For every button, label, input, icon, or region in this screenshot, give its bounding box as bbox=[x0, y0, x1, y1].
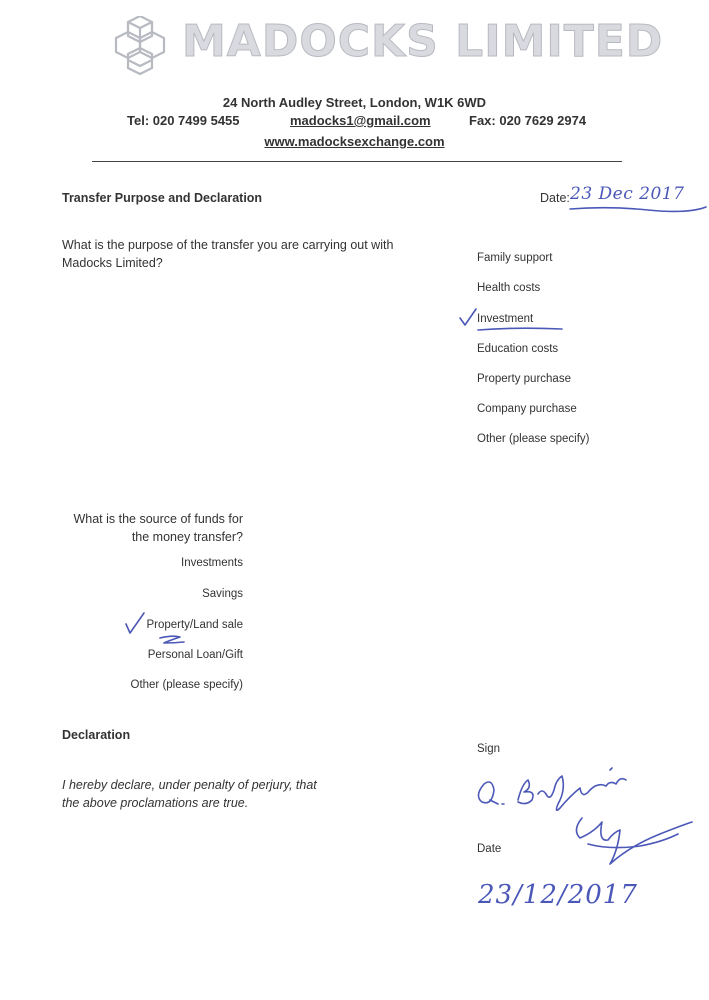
company-address: 24 North Audley Street, London, W1K 6WD bbox=[222, 95, 487, 110]
purpose-option-health-costs[interactable]: Health costs bbox=[477, 282, 541, 294]
source-option-personal-loan-gift[interactable]: Personal Loan/Gift bbox=[147, 649, 243, 661]
checkmark-icon bbox=[458, 308, 478, 328]
investment-underline-stroke bbox=[476, 326, 566, 334]
source-option-investments[interactable]: Investments bbox=[181, 557, 243, 569]
company-phone: Tel: 020 7499 5455 bbox=[127, 113, 240, 128]
date-label: Date: bbox=[540, 191, 570, 205]
section-title: Transfer Purpose and Declaration bbox=[62, 191, 263, 205]
handwritten-declaration-date[interactable]: 23/12/2017 bbox=[478, 880, 638, 910]
declaration-title: Declaration bbox=[62, 728, 131, 742]
date-underline-stroke bbox=[568, 204, 708, 214]
signature-scribble-icon[interactable] bbox=[470, 760, 700, 880]
source-option-property-land-sale[interactable]: Property/Land sale bbox=[146, 619, 243, 631]
header-divider bbox=[92, 161, 622, 162]
source-option-savings[interactable]: Savings bbox=[202, 588, 243, 600]
company-fax: Fax: 020 7629 2974 bbox=[469, 113, 587, 128]
purpose-option-company-purchase[interactable]: Company purchase bbox=[477, 403, 577, 415]
purpose-option-other[interactable]: Other (please specify) bbox=[477, 433, 590, 445]
property-underline-stroke bbox=[158, 634, 188, 646]
checkmark-icon bbox=[124, 612, 146, 636]
handwritten-date[interactable]: 23 Dec 2017 bbox=[570, 184, 685, 204]
purpose-option-investment[interactable]: Investment bbox=[477, 313, 534, 325]
purpose-question: What is the purpose of the transfer you are carrying out with Madocks Limited? bbox=[62, 238, 394, 271]
company-logo-icon bbox=[110, 16, 170, 76]
company-website-link[interactable]: www.madocksexchange.com bbox=[264, 134, 445, 149]
company-name: MADOCKS LIMITED bbox=[182, 16, 664, 67]
declaration-text: I hereby declare, under penalty of perjury, that the above proclamations are true. bbox=[62, 778, 317, 811]
source-question: What is the source of funds for the money transfer? bbox=[73, 512, 243, 545]
source-option-other[interactable]: Other (please specify) bbox=[130, 679, 243, 691]
purpose-option-family-support[interactable]: Family support bbox=[477, 252, 553, 264]
company-email-link[interactable]: madocks1@gmail.com bbox=[290, 113, 431, 128]
purpose-option-property-purchase[interactable]: Property purchase bbox=[477, 373, 571, 385]
sign-label: Sign bbox=[477, 743, 501, 755]
purpose-option-education-costs[interactable]: Education costs bbox=[477, 343, 559, 355]
declaration-date-label: Date bbox=[477, 843, 502, 855]
